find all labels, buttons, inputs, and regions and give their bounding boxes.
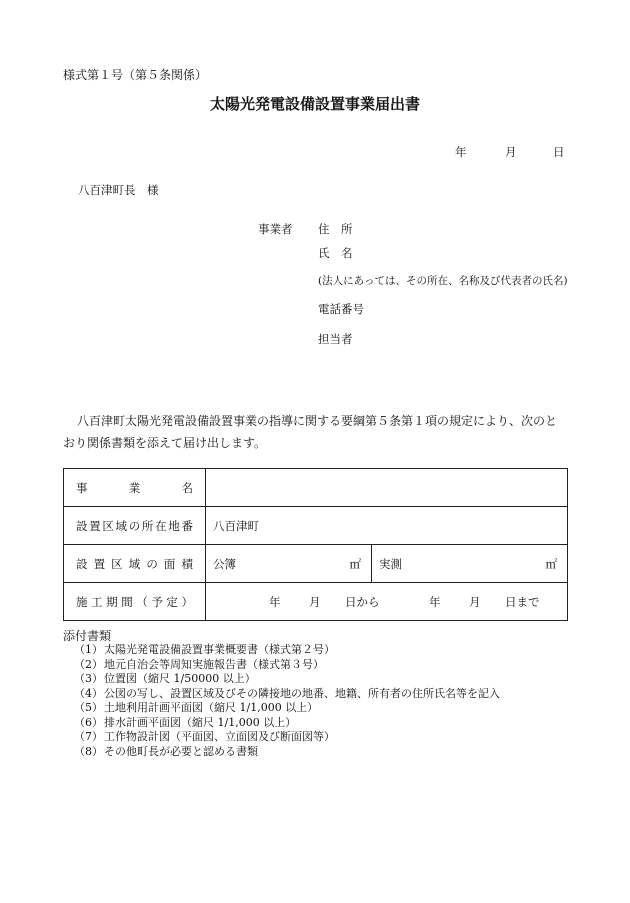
attachments-title: 添付書類 xyxy=(63,629,112,643)
table-row-location xyxy=(64,507,568,545)
item-text: 工作物設計図（平面図、立面図及び断面図等） xyxy=(104,730,335,743)
date-day-label: 日 xyxy=(553,145,565,159)
list-item xyxy=(74,643,500,658)
area-registry-field[interactable] xyxy=(206,545,372,583)
date-year-label: 年 xyxy=(455,145,467,159)
area-survey-unit: ㎡ xyxy=(545,556,557,571)
contact-person-label: 担当者 xyxy=(318,332,353,346)
list-item xyxy=(74,716,500,731)
location-value: 八百津町 xyxy=(213,518,259,533)
item-number: （4） xyxy=(74,686,103,700)
area-label: 設置区域の面積 xyxy=(64,545,206,583)
period-start-year: 年 xyxy=(269,594,281,609)
item-text: 位置図（縮尺 1/50000 以上） xyxy=(104,672,256,685)
location-field[interactable] xyxy=(206,507,568,545)
item-text: 太陽光発電設備設置事業概要書（様式第２号） xyxy=(104,643,335,656)
document-title: 太陽光発電設備設置事業届出書 xyxy=(209,95,420,113)
list-item xyxy=(74,701,500,716)
item-text: その他町長が必要と認める書類 xyxy=(104,744,258,758)
area-survey-field[interactable] xyxy=(372,545,568,583)
item-text: 土地利用計画平面図（縮尺 1/1,000 以上） xyxy=(104,701,319,714)
name-label: 氏 名 xyxy=(318,246,353,260)
item-text: 排水計画平面図（縮尺 1/1,000 以上） xyxy=(104,715,297,729)
item-number: （1） xyxy=(74,643,103,656)
date-month-label: 月 xyxy=(505,145,517,159)
phone-label: 電話番号 xyxy=(318,302,364,316)
period-label: 施工期間（予定） xyxy=(64,583,206,621)
applicant-label: 事業者 xyxy=(258,222,293,236)
project-name-field[interactable] xyxy=(206,469,568,507)
list-item xyxy=(74,730,500,745)
item-number: （6） xyxy=(74,715,103,729)
table-row-project-name xyxy=(64,469,568,507)
list-item xyxy=(74,672,500,687)
period-start-day: 日から xyxy=(345,594,380,609)
period-start-month: 月 xyxy=(309,594,321,609)
table-row-period xyxy=(64,583,568,621)
item-number: （7） xyxy=(74,730,103,743)
area-survey-label: 実測 xyxy=(379,556,402,571)
list-item xyxy=(74,658,500,673)
list-item xyxy=(74,687,500,702)
form-number: 様式第１号（第５条関係） xyxy=(63,68,208,82)
item-text: 公図の写し、設置区域及びその隣接地の地番、地籍、所有者の住所氏名等を記入 xyxy=(104,686,500,700)
project-name-label: 事業名 xyxy=(64,469,206,507)
period-field[interactable] xyxy=(206,583,568,621)
item-number: （8） xyxy=(74,744,103,758)
body-paragraph: 八百津町太陽光発電設備設置事業の指導に関する要綱第５条第１項の規定により、次のとおり関係書類を添えて届け出します。 xyxy=(63,414,558,450)
area-registry-label: 公簿 xyxy=(213,556,236,571)
period-end-month: 月 xyxy=(469,594,481,609)
period-end-day: 日まで xyxy=(505,594,540,609)
item-text: 地元自治会等周知実施報告書（様式第３号） xyxy=(104,657,324,671)
attachments-list xyxy=(74,643,500,759)
period-end-year: 年 xyxy=(429,594,441,609)
area-registry-unit: ㎡ xyxy=(349,556,361,571)
item-number: （2） xyxy=(74,657,103,671)
project-details-table xyxy=(63,468,568,621)
list-item xyxy=(74,745,500,760)
corporate-note: (法人にあっては、その所在、名称及び代表者の氏名) xyxy=(318,275,568,287)
addressee: 八百津町長 様 xyxy=(78,183,159,197)
item-number: （3） xyxy=(74,672,103,685)
address-label: 住 所 xyxy=(318,222,353,236)
item-number: （5） xyxy=(74,701,103,714)
table-row-area xyxy=(64,545,568,583)
location-label: 設置区域の所在地番 xyxy=(64,507,206,545)
